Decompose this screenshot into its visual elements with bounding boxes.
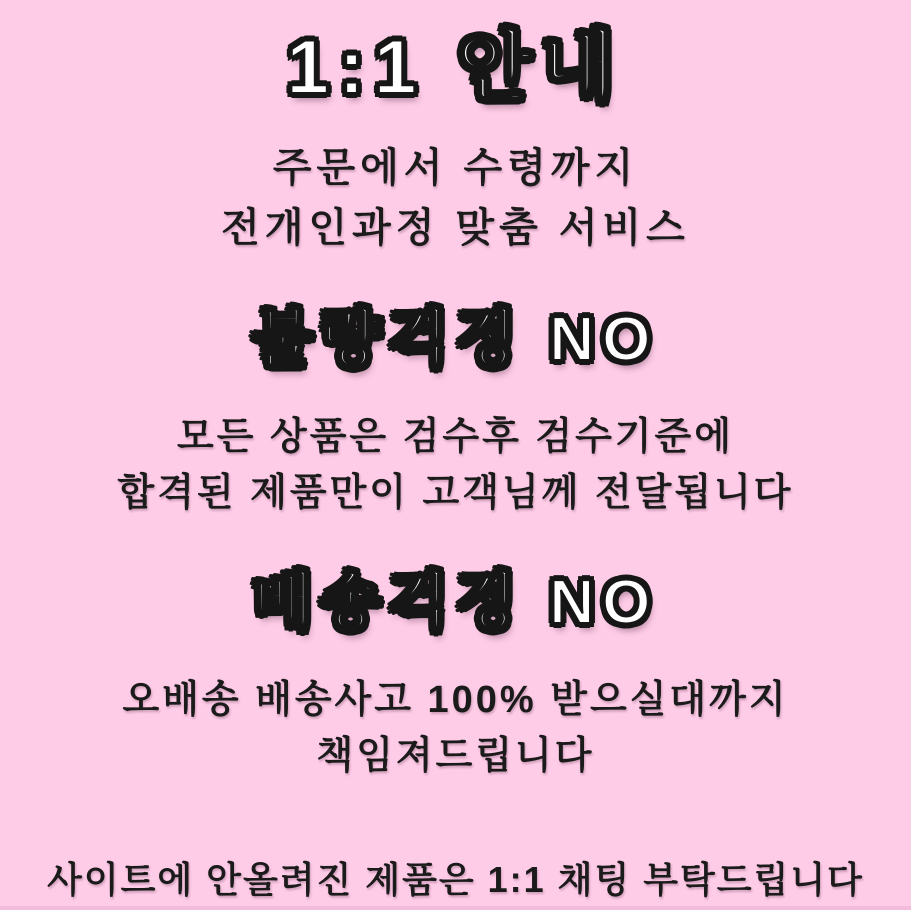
- defect-section-line-2: 합격된 제품만이 고객님께 전달됩니다: [117, 471, 794, 514]
- intro-line-2: 전개인과정 맞춤 서비스: [221, 205, 690, 250]
- page-title: 1:1 안내: [286, 25, 625, 110]
- footer-note: 사이트에 안올려진 제품은 1:1 채팅 부탁드립니다: [47, 859, 864, 901]
- shipping-section-line-1: 오배송 배송사고 100% 받으실대까지: [122, 679, 789, 722]
- bottom-edge-strip: [0, 906, 911, 910]
- shipping-section-heading: 배송걱정 NO: [252, 567, 659, 637]
- shipping-section-line-2: 책임져드립니다: [316, 735, 595, 778]
- defect-section-heading: 불량걱정 NO: [252, 304, 659, 374]
- defect-section-line-1: 모든 상품은 검수후 검수기준에: [177, 415, 734, 458]
- intro-line-1: 주문에서 수령까지: [272, 145, 639, 190]
